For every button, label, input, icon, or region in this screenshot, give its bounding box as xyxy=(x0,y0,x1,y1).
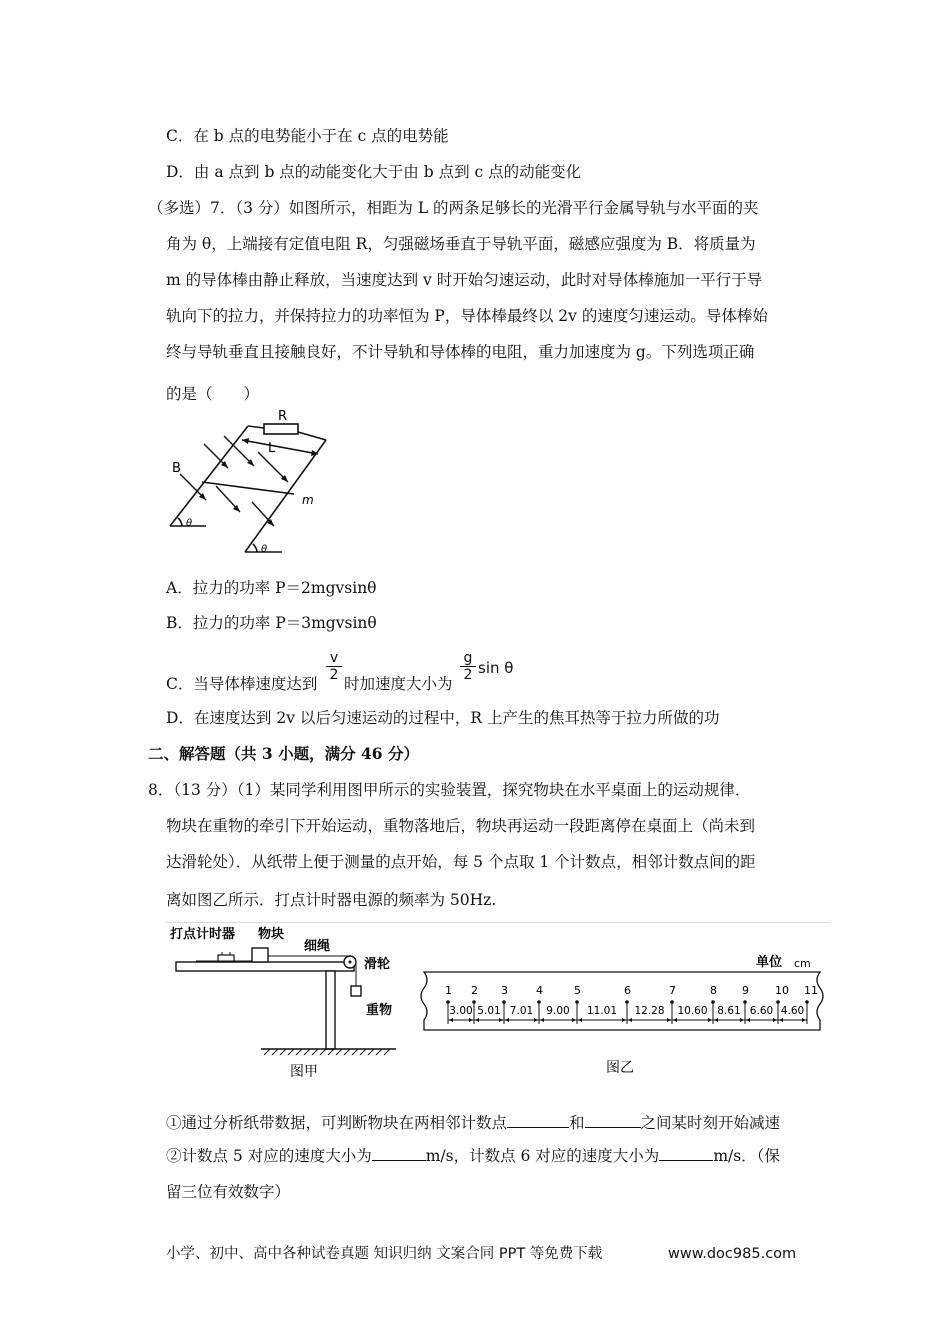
q7-line: 角为 θ，上端接有定值电阻 R，匀强磁场垂直于导轨平面，磁感应强度为 B．将质量为 xyxy=(166,235,756,253)
count-point-label: 2 xyxy=(471,984,478,997)
q7-option-b: B．拉力的功率 P＝3mgvsinθ xyxy=(166,614,377,632)
arrowhead xyxy=(746,1018,750,1022)
distance-label: 6.60 xyxy=(749,1005,774,1017)
footer-text: 小学、初中、高中各种试卷真题 知识归纳 文案合同 PPT 等免费下载 xyxy=(166,1246,603,1262)
q8-sub1-mid: 和 xyxy=(569,1114,585,1132)
label-pulley: 滑轮 xyxy=(364,957,391,972)
distance-label: 8.61 xyxy=(717,1005,741,1017)
q7-option-c-pre: C．当导体棒速度达到 xyxy=(166,675,318,693)
q8-line: 离如图乙所示．打点计时器电源的频率为 50Hz. xyxy=(166,891,497,909)
arrowhead xyxy=(475,1018,479,1022)
caption-yi: 图乙 xyxy=(606,1060,634,1076)
q8-sub1-pre: ①通过分析纸带数据，可判断物块在两相邻计数点 xyxy=(166,1114,508,1132)
label-unit-cm: cm xyxy=(794,957,811,970)
q7-line: 的是（ ） xyxy=(166,385,260,403)
distance-label: 10.60 xyxy=(677,1005,708,1017)
label-unit: 单位 xyxy=(756,955,783,970)
label-r: R xyxy=(278,410,288,424)
arrowhead xyxy=(773,1018,777,1022)
arrowhead xyxy=(505,1018,509,1022)
section-title: 二、解答题（共 3 小题，满分 46 分） xyxy=(148,744,419,763)
arrowhead xyxy=(540,1018,544,1022)
q7-rail-figure xyxy=(160,410,340,560)
arrowhead xyxy=(534,1018,538,1022)
label-m: m xyxy=(302,493,314,507)
arrowhead xyxy=(673,1018,677,1022)
arrowhead xyxy=(578,1018,582,1022)
figure-jia xyxy=(166,924,416,1084)
q8-sub1-post: 之间某时刻开始减速 xyxy=(640,1114,781,1132)
arrowhead xyxy=(802,1018,806,1022)
distance-label: 11.01 xyxy=(586,1005,618,1017)
count-point-label: 3 xyxy=(501,984,508,997)
arrowhead xyxy=(449,1018,453,1022)
count-point-label: 7 xyxy=(669,984,676,997)
footer-url[interactable]: www.doc985.com xyxy=(668,1246,797,1262)
count-point-label: 11 xyxy=(804,984,818,997)
q6-option-d: D．由 a 点到 b 点的动能变化大于由 b 点到 c 点的动能变化 xyxy=(166,163,582,181)
q8-line: 物块在重物的牵引下开始运动，重物落地后，物块再运动一段距离停在桌面上（尚未到 xyxy=(166,817,756,835)
answer-blank[interactable] xyxy=(372,1146,426,1161)
frac-num: g xyxy=(463,650,473,666)
label-timer: 打点计时器 xyxy=(170,927,236,942)
arrowhead xyxy=(622,1018,626,1022)
count-point-label: 9 xyxy=(742,984,749,997)
label-weight: 重物 xyxy=(366,1003,393,1018)
arrowhead xyxy=(667,1018,671,1022)
frac-den: 2 xyxy=(460,666,476,683)
answer-blank[interactable] xyxy=(659,1146,713,1161)
label-l: L xyxy=(268,441,276,456)
answer-blank[interactable] xyxy=(507,1113,569,1128)
distance-label: 3.00 xyxy=(449,1005,473,1017)
arrowhead xyxy=(740,1018,744,1022)
count-point-label: 6 xyxy=(624,984,631,997)
arrowhead xyxy=(708,1018,712,1022)
q6-option-c: C．在 b 点的电势能小于在 c 点的电势能 xyxy=(166,127,449,145)
q8-sub2-pre: ②计数点 5 对应的速度大小为 xyxy=(166,1147,372,1165)
q7-option-a: A．拉力的功率 P＝2mgvsinθ xyxy=(166,579,377,597)
count-point-label: 4 xyxy=(536,984,543,997)
answer-blank[interactable] xyxy=(585,1113,641,1128)
q7-header: （多选）7．（3 分）如图所示，相距为 L 的两条足够长的光滑平行金属导轨与水平面的夹 xyxy=(148,199,759,217)
q8-line: 达滑轮处）．从纸带上便于测量的点开始，每 5 个点取 1 个计数点，相邻计数点间的距 xyxy=(166,853,756,871)
figure-yi xyxy=(416,948,832,1083)
frac-g-over-2 xyxy=(460,650,476,683)
count-point-label: 10 xyxy=(775,984,789,997)
frac-v-over-2 xyxy=(326,650,342,683)
label-theta: θ xyxy=(261,544,268,555)
arrowhead xyxy=(714,1018,718,1022)
q8-sub2-line2: 留三位有效数字） xyxy=(166,1183,291,1201)
count-point-label: 5 xyxy=(574,984,581,997)
q7-option-c-sin: sin θ xyxy=(478,659,514,677)
label-block: 物块 xyxy=(258,927,285,942)
label-theta: θ xyxy=(186,518,193,529)
count-point-label: 1 xyxy=(445,984,452,997)
q8-sub2-unit2: m/s．（保 xyxy=(713,1147,780,1165)
q8-sub2-unit1: m/s，计数点 6 对应的速度大小为 xyxy=(425,1147,660,1165)
frac-num: v xyxy=(329,650,339,666)
q8-line: 8．（13 分）（1）某同学利用图甲所示的实验装置，探究物块在水平桌面上的运动规律． xyxy=(148,781,751,799)
arrowhead xyxy=(469,1018,473,1022)
q7-line: 轨向下的拉力，并保持拉力的功率恒为 P，导体棒最终以 2v 的速度匀速运动。导体棒始 xyxy=(166,307,768,325)
distance-label: 4.60 xyxy=(780,1005,805,1017)
label-b: B xyxy=(172,461,181,476)
arrowhead xyxy=(499,1018,503,1022)
q8-sub2 xyxy=(166,1146,780,1166)
arrowhead xyxy=(779,1018,783,1022)
distance-label: 7.01 xyxy=(509,1005,534,1017)
caption-jia: 图甲 xyxy=(290,1064,318,1080)
q7-line: 终与导轨垂直且接触良好，不计导轨和导体棒的电阻，重力加速度为 g。下列选项正确 xyxy=(166,343,755,361)
q7-option-c-mid: 时加速度大小为 xyxy=(344,675,453,693)
q7-line: m 的导体棒由静止释放，当速度达到 v 时开始匀速运动，此时对导体棒施加一平行于导 xyxy=(166,271,763,289)
distance-label: 5.01 xyxy=(477,1005,501,1017)
arrowhead xyxy=(572,1018,576,1022)
q7-option-d: D．在速度达到 2v 以后匀速运动的过程中，R 上产生的焦耳热等于拉力所做的功 xyxy=(166,709,720,727)
distance-label: 9.00 xyxy=(546,1005,570,1017)
distance-label: 12.28 xyxy=(634,1005,665,1017)
frac-den: 2 xyxy=(326,666,342,683)
label-rope: 细绳 xyxy=(304,939,331,954)
arrowhead xyxy=(628,1018,632,1022)
q8-sub1 xyxy=(166,1113,780,1133)
count-point-label: 8 xyxy=(710,984,717,997)
figure-divider xyxy=(166,922,830,923)
